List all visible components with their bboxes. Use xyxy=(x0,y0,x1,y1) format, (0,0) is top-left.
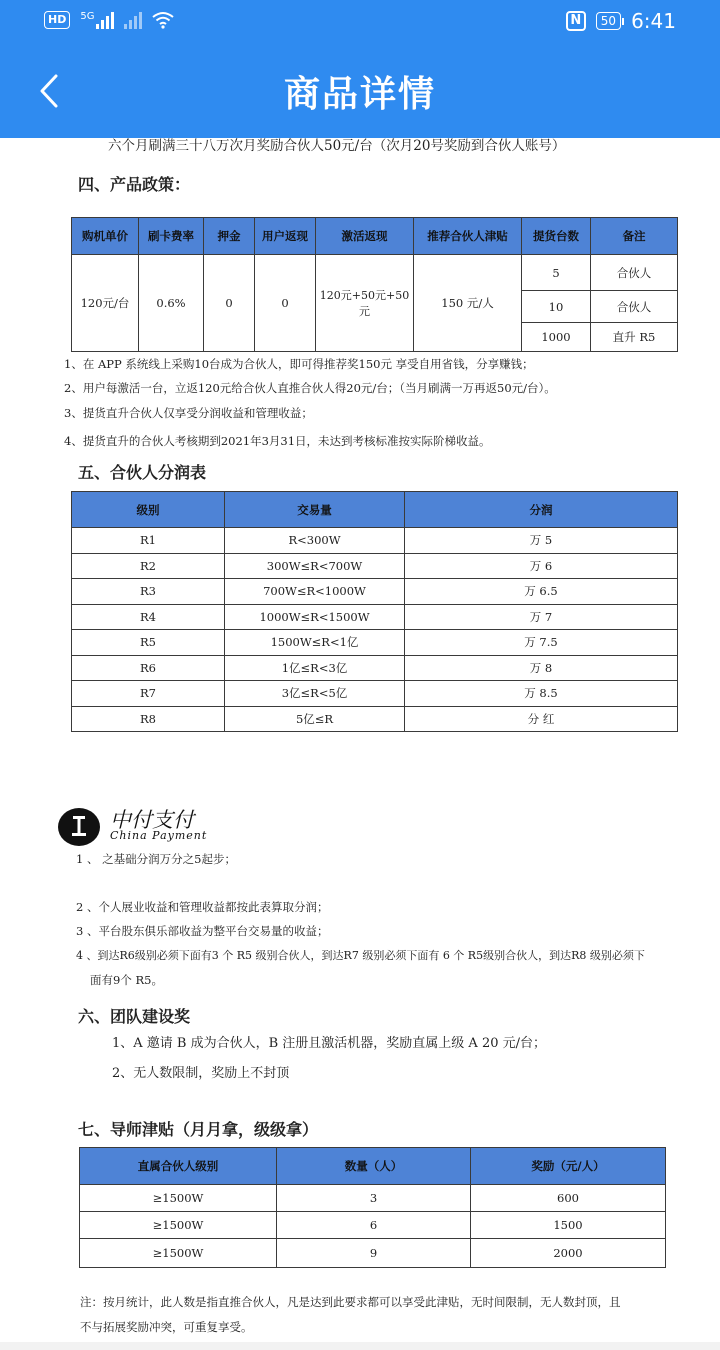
cell: 万 6 xyxy=(405,553,678,579)
tier-note: 合伙人 xyxy=(591,291,678,323)
rule-line: 面有9个 R5。 xyxy=(90,973,163,987)
policy-note: 3、提货直升合伙人仅享受分润收益和管理收益； xyxy=(64,406,313,420)
intro-text: 六个月刷满三十八万次月奖励合伙人50元/台（次月20号奖励到合伙人账号） xyxy=(108,138,566,154)
section-6-heading: 六、团队建设奖 xyxy=(78,1007,191,1026)
mentor-header: 数量（人） xyxy=(277,1148,471,1185)
table-row xyxy=(80,1239,666,1268)
cell: 1500W≤R<1亿 xyxy=(225,630,405,656)
policy-header: 购机单价 xyxy=(72,218,139,255)
share-header: 级别 xyxy=(72,492,225,528)
rule-line: 1 、 之基础分润万分之5起步； xyxy=(76,852,236,866)
battery-icon: 50 xyxy=(596,12,621,30)
brand-name-cn: 中付支付 xyxy=(110,808,194,832)
footnote-line: 注：按月统计，此人数是指直推合伙人，凡是达到此要求都可以享受此津贴，无时间限制，无人数封顶，且 xyxy=(80,1295,621,1309)
cell: R<300W xyxy=(225,528,405,554)
tier-note: 合伙人 xyxy=(591,255,678,291)
hd-icon: HD xyxy=(44,11,70,29)
policy-note: 4、提货直升的合伙人考核期到2021年3月31日，未达到考核标准按实际阶梯收益。 xyxy=(64,434,491,448)
rule-line: 2 、个人展业收益和管理收益都按此表算取分润； xyxy=(76,900,329,914)
tier-qty: 10 xyxy=(522,291,591,323)
nfc-icon: N xyxy=(566,11,586,31)
cell: ≥1500W xyxy=(80,1185,277,1212)
table-row xyxy=(72,579,678,605)
cell: R6 xyxy=(72,655,225,681)
policy-header: 刷卡费率 xyxy=(139,218,204,255)
network-label: 5G xyxy=(80,10,95,22)
status-bar xyxy=(0,0,720,46)
section-5-heading: 五、合伙人分润表 xyxy=(78,463,207,482)
team-reward-line: 1、A 邀请 B 成为合伙人，B 注册且激活机器，奖励直属上级 A 20 元/台； xyxy=(112,1036,547,1051)
cell: 3亿≤R<5亿 xyxy=(225,681,405,707)
cell: 万 7.5 xyxy=(405,630,678,656)
table-row xyxy=(72,655,678,681)
section-7-heading: 七、导师津贴（月月拿，级级拿） xyxy=(78,1120,319,1139)
cell: 3 xyxy=(277,1185,471,1212)
policy-rate: 0.6% xyxy=(139,255,204,352)
cell: 万 7 xyxy=(405,604,678,630)
cell: R2 xyxy=(72,553,225,579)
policy-header: 备注 xyxy=(591,218,678,255)
policy-header: 用户返现 xyxy=(255,218,316,255)
rule-line: 3 、平台股东俱乐部收益为整平台交易量的收益； xyxy=(76,924,329,938)
cell: 分 红 xyxy=(405,706,678,732)
cell: ≥1500W xyxy=(80,1212,277,1239)
tier-note: 直升 R5 xyxy=(591,323,678,352)
cell: R3 xyxy=(72,579,225,605)
team-reward-line: 2、无人数限制，奖励上不封顶 xyxy=(112,1066,290,1081)
policy-header: 推荐合伙人津贴 xyxy=(414,218,522,255)
cell: R4 xyxy=(72,604,225,630)
profit-share-table xyxy=(71,491,678,732)
cell: R5 xyxy=(72,630,225,656)
policy-note: 1、在 APP 系统线上采购10台成为合伙人，即可得推荐奖150元 享受自用省钱，分享赚钱； xyxy=(64,357,534,371)
cell: 9 xyxy=(277,1239,471,1268)
page-title: 商品详情 xyxy=(283,74,436,115)
share-header: 交易量 xyxy=(225,492,405,528)
policy-deposit: 0 xyxy=(204,255,255,352)
tier-qty: 5 xyxy=(522,255,591,291)
policy-referral: 150 元/人 xyxy=(414,255,522,352)
signal-icon-sim2 xyxy=(124,11,142,29)
cell: 300W≤R<700W xyxy=(225,553,405,579)
policy-cashback: 0 xyxy=(255,255,316,352)
cell: R7 xyxy=(72,681,225,707)
cell: R8 xyxy=(72,706,225,732)
cell: 1000W≤R<1500W xyxy=(225,604,405,630)
table-row xyxy=(72,604,678,630)
brand-name-en: China Payment xyxy=(110,829,208,842)
section-4-heading: 四、产品政策： xyxy=(78,175,191,194)
cell: 2000 xyxy=(471,1239,666,1268)
bottom-edge xyxy=(0,1342,720,1350)
table-row xyxy=(80,1212,666,1239)
table-row xyxy=(72,528,678,554)
app-header xyxy=(0,0,720,138)
china-payment-logo xyxy=(56,806,102,848)
product-policy-table xyxy=(71,217,678,352)
mentor-header: 直属合伙人级别 xyxy=(80,1148,277,1185)
policy-header: 押金 xyxy=(204,218,255,255)
cell: 万 8.5 xyxy=(405,681,678,707)
cell: 1500 xyxy=(471,1212,666,1239)
cell: ≥1500W xyxy=(80,1239,277,1268)
table-row xyxy=(80,1185,666,1212)
share-header: 分润 xyxy=(405,492,678,528)
mentor-header: 奖励（元/人） xyxy=(471,1148,666,1185)
table-row xyxy=(72,681,678,707)
mentor-allowance-table xyxy=(79,1147,666,1268)
wifi-icon xyxy=(152,11,174,29)
cell: 6 xyxy=(277,1212,471,1239)
cell: 600 xyxy=(471,1185,666,1212)
policy-note: 2、用户每激活一台，立返120元给合伙人直推合伙人得20元/台；（当月刷满一万再返50元/台）。 xyxy=(64,381,556,395)
table-row xyxy=(72,553,678,579)
policy-header: 提货台数 xyxy=(522,218,591,255)
policy-header: 激活返现 xyxy=(316,218,414,255)
cell: 1亿≤R<3亿 xyxy=(225,655,405,681)
policy-price: 120元/台 xyxy=(72,255,139,352)
cell: R1 xyxy=(72,528,225,554)
cell: 700W≤R<1000W xyxy=(225,579,405,605)
rule-line: 4 、到达R6级别必须下面有3 个 R5 级别合伙人，到达R7 级别必须下面有 6 个 R5级别合伙人，到达R8 级别必须下 xyxy=(76,949,645,962)
cell: 万 8 xyxy=(405,655,678,681)
tier-qty: 1000 xyxy=(522,323,591,352)
table-row xyxy=(72,630,678,656)
policy-activation: 120元+50元+50元 xyxy=(316,255,414,352)
cell: 万 5 xyxy=(405,528,678,554)
cell: 万 6.5 xyxy=(405,579,678,605)
cell: 5亿≤R xyxy=(225,706,405,732)
table-row xyxy=(72,706,678,732)
clock: 6:41 xyxy=(631,9,676,33)
footnote-line: 不与拓展奖励冲突，可重复享受。 xyxy=(80,1320,253,1334)
signal-icon xyxy=(96,11,114,29)
